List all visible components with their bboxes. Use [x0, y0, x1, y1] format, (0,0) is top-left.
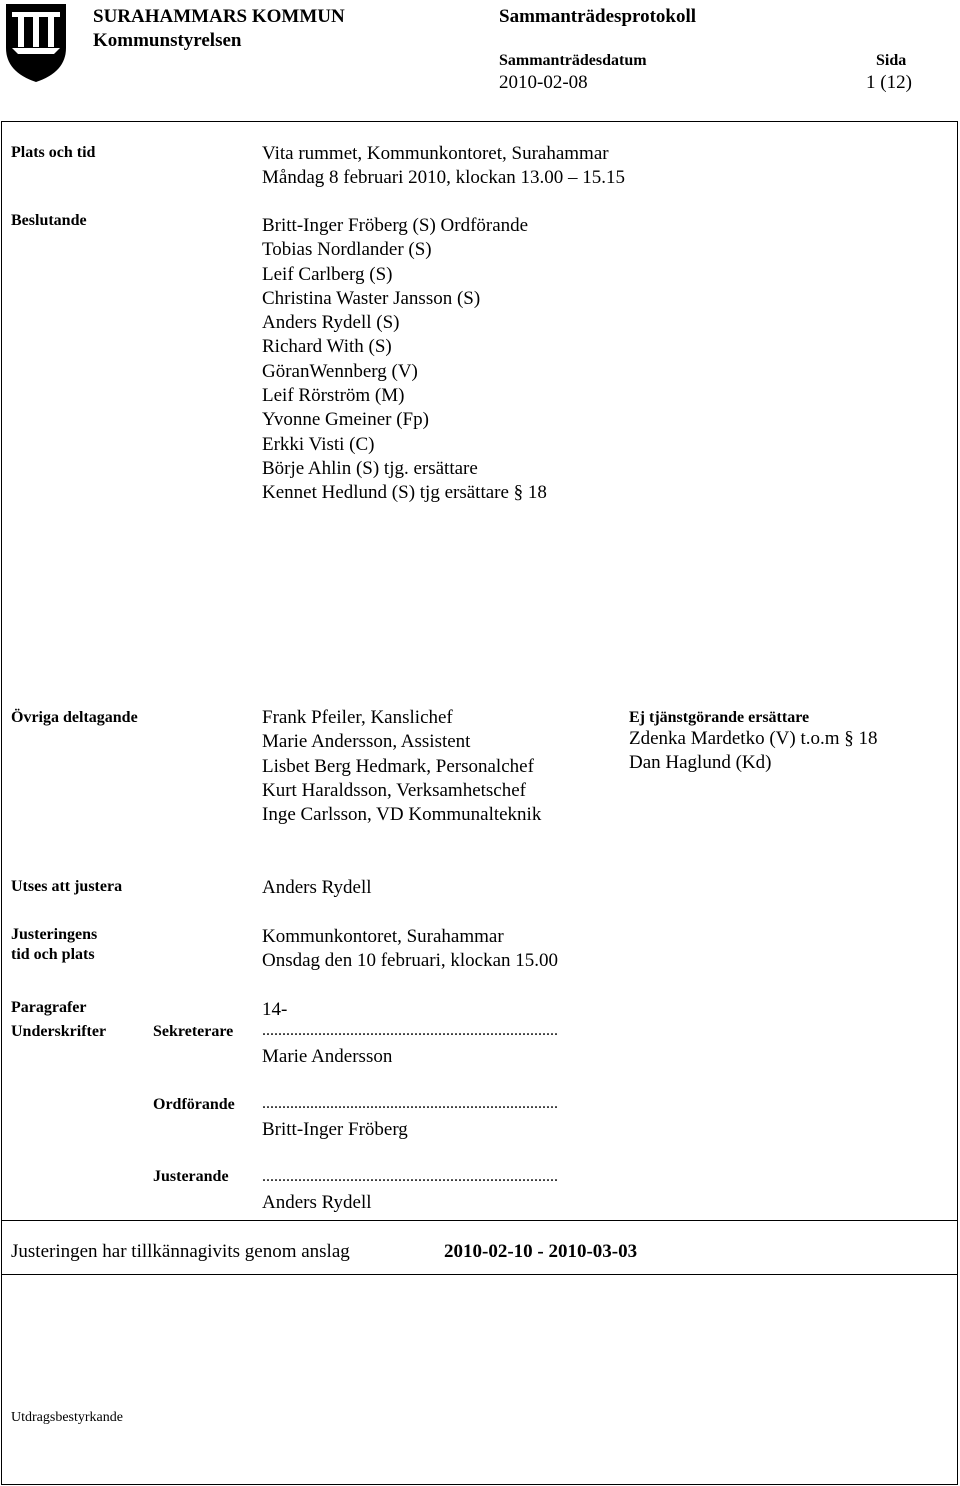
substitutes-list — [629, 727, 878, 776]
notice-period: 2010-02-10 - 2010-03-03 — [444, 1241, 638, 1262]
deciding-member: Börje Ahlin (S) tjg. ersättare — [262, 457, 478, 479]
page-number: 1 (12) — [866, 72, 912, 93]
adjuster-name: Anders Rydell — [262, 877, 372, 898]
adjust-label: Utses att justera — [11, 878, 123, 895]
extract-certification-label: Utdragsbestyrkande — [11, 1410, 123, 1425]
deciding-list — [262, 214, 547, 506]
org-name: SURAHAMMARS KOMMUN — [93, 6, 345, 27]
adjuster-role: Justerande — [153, 1168, 229, 1185]
frame-bottom-border — [1, 1484, 958, 1485]
secretary-signature-line: .......................................................................... — [262, 1022, 558, 1039]
others-label: Övriga deltagande — [11, 709, 138, 726]
deciding-member: Christina Waster Jansson (S) — [262, 287, 481, 309]
signatures-label: Underskrifter — [11, 1023, 107, 1040]
substitutes-label: Ej tjänstgörande ersättare — [629, 709, 810, 726]
secretary-name: Marie Andersson — [262, 1046, 393, 1067]
place-label: Plats och tid — [11, 144, 96, 161]
notice-section-divider — [1, 1274, 958, 1275]
deciding-label: Beslutande — [11, 212, 87, 229]
other-participant: Inge Carlsson, VD Kommunalteknik — [262, 804, 542, 826]
deciding-member: Erkki Visti (C) — [262, 433, 375, 455]
time-line: Måndag 8 februari 2010, klockan 13.00 – 15.15 — [262, 167, 626, 188]
date-label: Sammanträdesdatum — [499, 52, 647, 69]
deciding-member: Richard With (S) — [262, 336, 392, 358]
chair-name: Britt-Inger Fröberg — [262, 1119, 408, 1140]
deciding-member: Leif Carlberg (S) — [262, 263, 393, 285]
deciding-member: Yvonne Gmeiner (Fp) — [262, 409, 429, 431]
paragraphs-value: 14- — [262, 999, 288, 1020]
municipality-coat-of-arms-logo — [4, 2, 68, 84]
adjust-time-label-2: tid och plats — [11, 946, 95, 963]
place-line: Vita rummet, Kommunkontoret, Surahammar — [262, 143, 609, 164]
frame-top-border — [1, 121, 958, 122]
other-participant: Frank Pfeiler, Kanslichef — [262, 707, 453, 728]
page-label: Sida — [876, 52, 907, 69]
chair-signature-line: .......................................................................... — [262, 1095, 558, 1112]
other-participant: Marie Andersson, Assistent — [262, 731, 471, 753]
substitute: Dan Haglund (Kd) — [629, 752, 772, 774]
others-list — [262, 706, 541, 827]
deciding-member: Tobias Nordlander (S) — [262, 239, 432, 261]
adjust-place: Kommunkontoret, Surahammar — [262, 926, 504, 947]
meeting-date: 2010-02-08 — [499, 72, 588, 93]
signature-section-divider — [1, 1220, 958, 1221]
frame-right-border — [957, 121, 958, 1485]
adjust-time: Onsdag den 10 februari, klockan 15.00 — [262, 950, 559, 971]
chair-role: Ordförande — [153, 1096, 235, 1113]
substitute: Zdenka Mardetko (V) t.o.m § 18 — [629, 728, 878, 749]
secretary-role: Sekreterare — [153, 1023, 234, 1040]
frame-left-border — [1, 121, 2, 1485]
deciding-member: Leif Rörström (M) — [262, 385, 405, 407]
document-type: Sammanträdesprotokoll — [499, 6, 697, 27]
unit-name: Kommunstyrelsen — [93, 30, 242, 51]
other-participant: Lisbet Berg Hedmark, Personalchef — [262, 755, 534, 777]
adjuster-signature-line: .......................................................................... — [262, 1168, 558, 1185]
deciding-member: Kennet Hedlund (S) tjg ersättare § 18 — [262, 482, 547, 504]
adjuster-signature-name: Anders Rydell — [262, 1192, 372, 1213]
deciding-member: Britt-Inger Fröberg (S) Ordförande — [262, 215, 529, 236]
other-participant: Kurt Haraldsson, Verksamhetschef — [262, 779, 526, 801]
paragraphs-label: Paragrafer — [11, 999, 87, 1016]
deciding-member: GöranWennberg (V) — [262, 360, 418, 382]
deciding-member: Anders Rydell (S) — [262, 312, 400, 334]
notice-text: Justeringen har tillkännagivits genom anslag — [11, 1241, 350, 1262]
adjust-time-label-1: Justeringens — [11, 926, 98, 943]
